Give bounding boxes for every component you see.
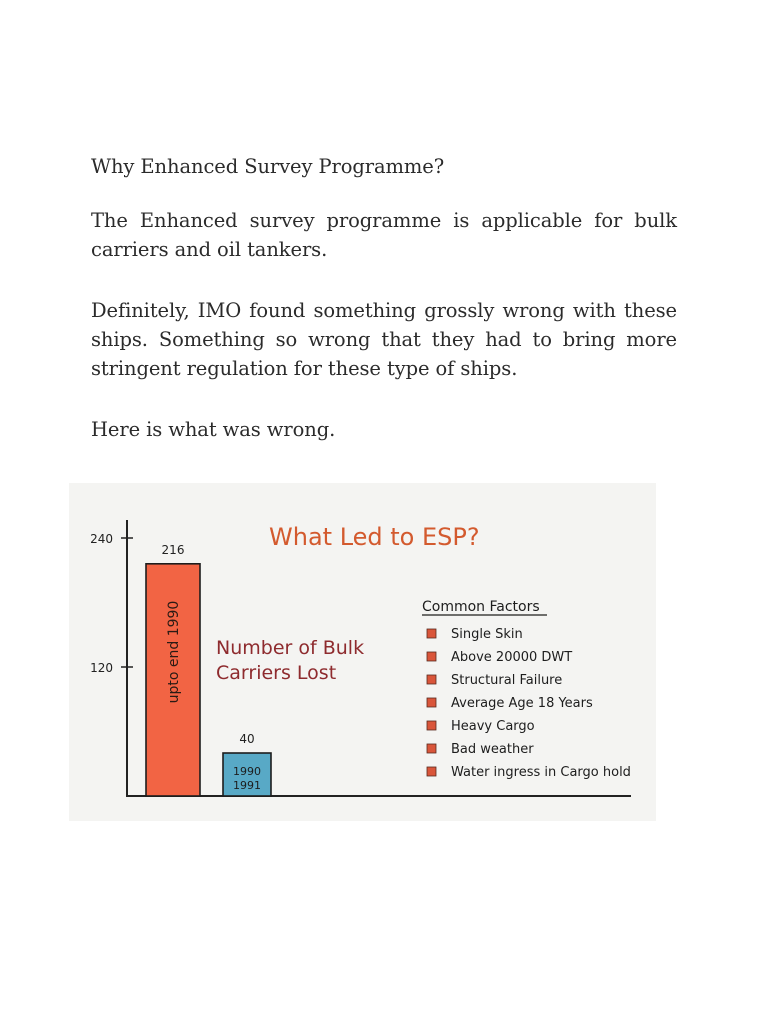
bar-category-label: 1991	[233, 779, 261, 792]
y-tick-label: 120	[90, 661, 113, 675]
factor-bullet-icon	[427, 652, 436, 661]
factor-item: Water ingress in Cargo hold	[451, 765, 631, 780]
bar-category-label: upto end 1990	[166, 600, 182, 704]
factor-item: Structural Failure	[451, 673, 563, 688]
factor-bullet-icon	[427, 744, 436, 753]
factor-item: Heavy Cargo	[451, 719, 535, 734]
factor-bullet-icon	[427, 698, 436, 707]
factor-bullet-icon	[427, 675, 436, 684]
document-body	[91, 152, 677, 444]
factor-item: Average Age 18 Years	[451, 696, 593, 711]
factors-title: Common Factors	[422, 599, 540, 615]
paragraph: The Enhanced survey programme is applicable for bulk carriers and oil tankers.	[91, 209, 677, 261]
paragraph: Here is what was wrong.	[91, 418, 336, 441]
factor-item: Above 20000 DWT	[451, 650, 573, 665]
series-label: Carriers Lost	[216, 662, 337, 684]
bar-chart	[69, 483, 656, 821]
section-heading: Why Enhanced Survey Programme?	[91, 155, 445, 178]
bar-value-label: 216	[161, 542, 185, 557]
bar-category-label: 1990	[233, 765, 261, 778]
paragraph: Definitely, IMO found something grossly wrong with these ships. Something so wrong that they had to bring more stringent regulation for these type of ships.	[91, 299, 677, 380]
factor-bullet-icon	[427, 629, 436, 638]
bar-value-label: 40	[239, 732, 255, 746]
series-label: Number of Bulk	[216, 637, 365, 659]
y-tick-label: 240	[90, 532, 113, 546]
factor-item: Bad weather	[451, 742, 534, 757]
factor-bullet-icon	[427, 721, 436, 730]
factor-bullet-icon	[427, 767, 436, 776]
chart-title: What Led to ESP?	[269, 523, 480, 551]
esp-chart-figure	[69, 483, 656, 821]
factor-item: Single Skin	[451, 627, 523, 642]
